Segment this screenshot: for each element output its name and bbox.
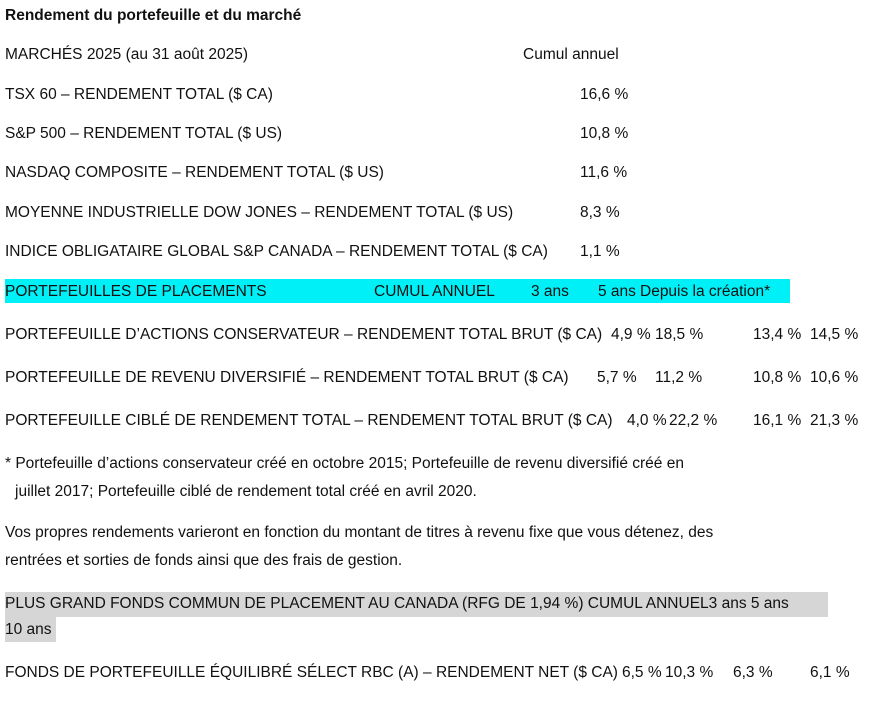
portfolios-col-since: Depuis la création* (640, 283, 771, 300)
markets-header-ytd: Cumul annuel (523, 46, 619, 63)
market-row-value: 11,6 % (580, 164, 628, 181)
fund-row-3y: 10,3 % (665, 664, 714, 681)
portfolio-row-label: PORTEFEUILLE CIBLÉ DE RENDEMENT TOTAL – RENDEMENT TOTAL BRUT ($ CA) (5, 412, 613, 429)
footnote-line: * Portefeuille d’actions conservateur créé en octobre 2015; Portefeuille de revenu diversifié créé en (5, 455, 684, 472)
portfolio-row-3y: 18,5 % (655, 326, 704, 343)
fund-row-label: FONDS DE PORTEFEUILLE ÉQUILIBRÉ SÉLECT RBC (A) – RENDEMENT NET ($ CA) (5, 664, 618, 681)
portfolio-row-ytd: 4,9 % (611, 326, 651, 343)
portfolios-header-label: PORTEFEUILLES DE PLACEMENTS (5, 283, 267, 300)
market-row-label: INDICE OBLIGATAIRE GLOBAL S&P CANADA – RENDEMENT TOTAL ($ CA) (5, 243, 548, 260)
fund-row-ytd: 6,5 % (622, 664, 662, 681)
portfolio-row-5y: 13,4 % (753, 326, 802, 343)
portfolio-row-label: PORTEFEUILLE DE REVENU DIVERSIFIÉ – RENDEMENT TOTAL BRUT ($ CA) (5, 369, 569, 386)
fund-header-line: 10 ans (5, 621, 52, 638)
disclaimer-line: rentrées et sorties de fonds ainsi que des frais de gestion. (5, 552, 403, 569)
portfolio-row-3y: 22,2 % (669, 412, 718, 429)
market-row-label: TSX 60 – RENDEMENT TOTAL ($ CA) (5, 86, 273, 103)
page-title: Rendement du portefeuille et du marché (5, 7, 302, 24)
fund-row-5y: 6,3 % (733, 664, 773, 681)
footnote-line: juillet 2017; Portefeuille ciblé de rendement total créé en avril 2020. (15, 483, 477, 500)
portfolio-row-since: 14,5 % (810, 326, 859, 343)
market-row-value: 10,8 % (580, 125, 629, 142)
market-row-value: 8,3 % (580, 204, 620, 221)
portfolio-row-5y: 10,8 % (753, 369, 802, 386)
portfolio-row-5y: 16,1 % (753, 412, 802, 429)
portfolio-row-since: 21,3 % (810, 412, 859, 429)
portfolio-row-3y: 11,2 % (655, 369, 703, 386)
market-row-value: 1,1 % (580, 243, 620, 260)
markets-header-label: MARCHÉS 2025 (au 31 août 2025) (5, 46, 248, 63)
market-row-label: NASDAQ COMPOSITE – RENDEMENT TOTAL ($ US) (5, 164, 384, 181)
portfolios-col-5y: 5 ans (598, 283, 636, 300)
portfolio-row-ytd: 4,0 % (627, 412, 667, 429)
fund-header-line: PLUS GRAND FONDS COMMUN DE PLACEMENT AU CANADA (RFG DE 1,94 %) CUMUL ANNUEL3 ans 5 ans (5, 595, 789, 612)
market-row-label: S&P 500 – RENDEMENT TOTAL ($ US) (5, 125, 283, 142)
disclaimer-line: Vos propres rendements varieront en fonction du montant de titres à revenu fixe que vous détenez, des (5, 524, 714, 541)
portfolio-row-since: 10,6 % (810, 369, 859, 386)
portfolios-col-ytd: CUMUL ANNUEL (374, 283, 495, 300)
market-row-label: MOYENNE INDUSTRIELLE DOW JONES – RENDEMENT TOTAL ($ US) (5, 204, 514, 221)
portfolio-row-ytd: 5,7 % (597, 369, 637, 386)
portfolio-row-label: PORTEFEUILLE D’ACTIONS CONSERVATEUR – RENDEMENT TOTAL BRUT ($ CA) (5, 326, 603, 343)
market-row-value: 16,6 % (580, 86, 629, 103)
fund-row-10y: 6,1 % (810, 664, 850, 681)
portfolios-col-3y: 3 ans (531, 283, 569, 300)
